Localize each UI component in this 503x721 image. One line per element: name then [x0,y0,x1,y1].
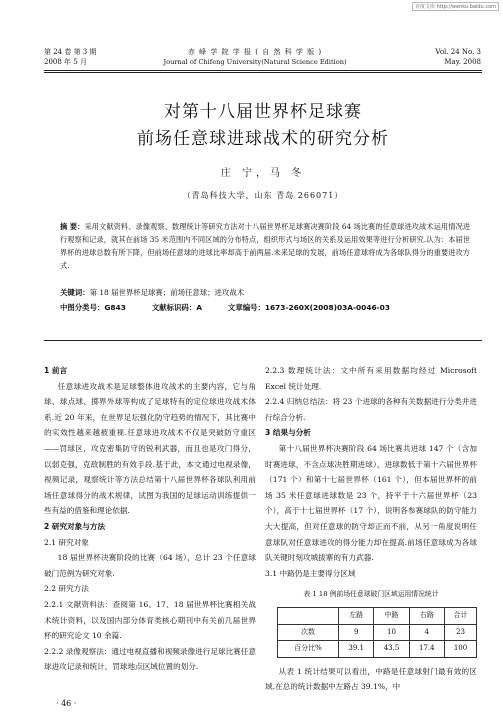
table-cell: 23 [445,624,477,641]
table-cell: 4 [409,624,444,641]
journal-name-cn: 赤 峰 学 院 学 报 ( 自 然 科 学 版 ) [187,48,323,56]
watermark: 百度文库 http://wenku.baidu.com [412,2,499,11]
section-2-2-4-text: 2.2.4 归纳总结法：将 23 个进球的各种有关数据进行分类并进行综合分析. [265,397,477,422]
section-2-2-2-text: 2.2.2 录像观察法：通过电视直播和视频录像进行足球比赛任意球进攻记录和统计，罚球地点区域位置的划分. [44,646,256,672]
left-column [44,363,256,675]
affiliation: （青岛科技大学，山东 青岛 266071） [182,191,344,200]
classification-line [60,302,416,313]
journal-volume-info [44,47,97,67]
section-2-1-heading: 2.1 研究对象 [44,537,89,547]
table-cell: 10 [374,624,409,641]
table-row [278,641,477,658]
table-cell: 9 [339,624,374,641]
table-header-cell: 合计 [445,607,477,624]
data-table [277,607,477,658]
keywords-text: 第 18 届世界杯足球赛；前场任意球；进攻战术 [89,288,245,297]
right-column [265,363,477,695]
table-header-cell: 中路 [374,607,409,624]
section-2-2-1-text: 2.2.1 文献资料法：查阅第 16、17、18 届世界杯比赛相关战术统计资料，以及国内部分体育类核心期刊中有关前几届世界杯的研究论文 10 余篇. [44,599,256,641]
journal-volume-info-en [435,47,481,67]
abstract-divider [44,340,482,341]
table-header-cell: 右路 [409,607,444,624]
abstract-text: 采用文献资料、录像观察、数理统计等研究方法对十八届世界杯足球赛决赛阶段 64 场比赛的任意球进攻战术运用情况进行观察和记录，就其在前场 35 米范围内不同区域的分布特点，组织形式与场区的关系及运用效果等进行分析研究.认为：本届世界杯的进球总数有所下降，但前场任意球的进球比率却高于前两届.未来足球的发展，前场任意球将成为各球队得分的重要进攻方式. [60,222,470,270]
journal-name-en: Journal of Chifeng University(Natural Science Edition) [163,58,347,66]
table-caption: 表 1 18 例前场任意球破门区域运用情况统计 [303,590,439,599]
paper-title-line1: 对第十八届世界杯足球赛 [164,102,362,122]
header-rule [44,70,482,71]
section-3-heading: 3 结果与分析 [265,428,311,438]
section-2-2-3-text: 2.2.3 数理统计法：文中所有采用数据均经过 Microsoft Excel 统计处理. [265,366,477,391]
authors: 庄 宁，马 冬 [220,168,306,179]
section-1-heading: 1 前言 [44,366,68,375]
keywords-label: 关键词： [60,288,90,297]
keywords [60,287,244,298]
publication-date-en: May. 2008 [444,58,481,66]
publication-date: 2008 年 5 月 [44,58,87,66]
section-2-2-heading: 2.2 研究方法 [44,584,89,594]
section-1-text: 任意球进攻战术是足球整体进攻战术的主要内容，它与角球、球点球、掷界外球等构成了足球特有的定位球进攻战术体系.近 20 年来，在世界足坛强化防守趋势的情况下，其比赛中的实效性越来越被重视.任意球进攻战术不仅是突破防守重区——罚球区，攻克密集防守的锐利武器，而且也是攻门得分，以弱克强，克敌制胜的有效手段.基于此，本文通过电视录像，视频记录，观察统计等方法总结第十八届世界杯各球队利用前场任意球得分的战术规律，试图为我国的足球运动训练提供一些有益的借鉴和理论依据. [44,381,256,516]
document-code: 文献标识码：A [151,303,202,312]
header-rule-thin [44,72,482,73]
table-discussion-text: 从表 1 统计结果可以看出，中路是任意球射门最有效的区域.在总的统计数据中左路占 39.1%，中 [265,666,477,692]
table-cell: 43.5 [374,641,409,658]
table-header-row [278,607,477,624]
section-3-1-heading: 3.1 中路仍是主要得分区域 [265,568,356,578]
table-cell: 次数 [278,624,339,641]
section-2-heading: 2 研究对象与方法 [44,521,106,531]
volume-issue: 第 24 卷 第 3 期 [44,48,97,56]
section-2-1-text: 18 届世界杯决赛阶段的比赛（64 场），总计 23 个任意球破门范例为研究对象. [44,553,256,578]
article-number: 文章编号：1673-260X(2008)03A-0046-03 [227,303,390,312]
table-cell: 100 [445,641,477,658]
journal-name [150,47,360,67]
table-cell: 39.1 [339,641,374,658]
page-number: · 46 · [56,699,77,708]
table-row [278,624,477,641]
paper-title-line2: 前场任意球进球战术的研究分析 [137,129,389,149]
table-cell: 百分比% [278,641,339,658]
volume-issue-en: Vol. 24 No. 3 [435,48,481,56]
table-header-cell [278,607,339,624]
table-header-cell: 左路 [339,607,374,624]
abstract [60,220,470,272]
abstract-label: 摘 要： [60,222,85,231]
clc-number: 中图分类号：G843 [60,303,126,312]
table-cell: 17.4 [409,641,444,658]
section-3-text: 第十八届世界杯决赛阶段 64 场比赛共进球 147 个（含加时赛进球，不含点球决胜期进球），进球数低于第十六届世界杯（171 个）和第十七届世界杯（161 个），但本届世界杯的前场 35 米任意球进球数是 23 个，持平于十六届世界杯（23 个），高于十七届世界杯（17 个），说明各参赛球队的防守能力大大提高，但对任意球的防守却正而不前，从另一角度说明任意球队对任意球进攻的得分能力却在提高.前场任意球成为各球队关键时刻攻城拔寨的有力武器. [265,443,477,563]
